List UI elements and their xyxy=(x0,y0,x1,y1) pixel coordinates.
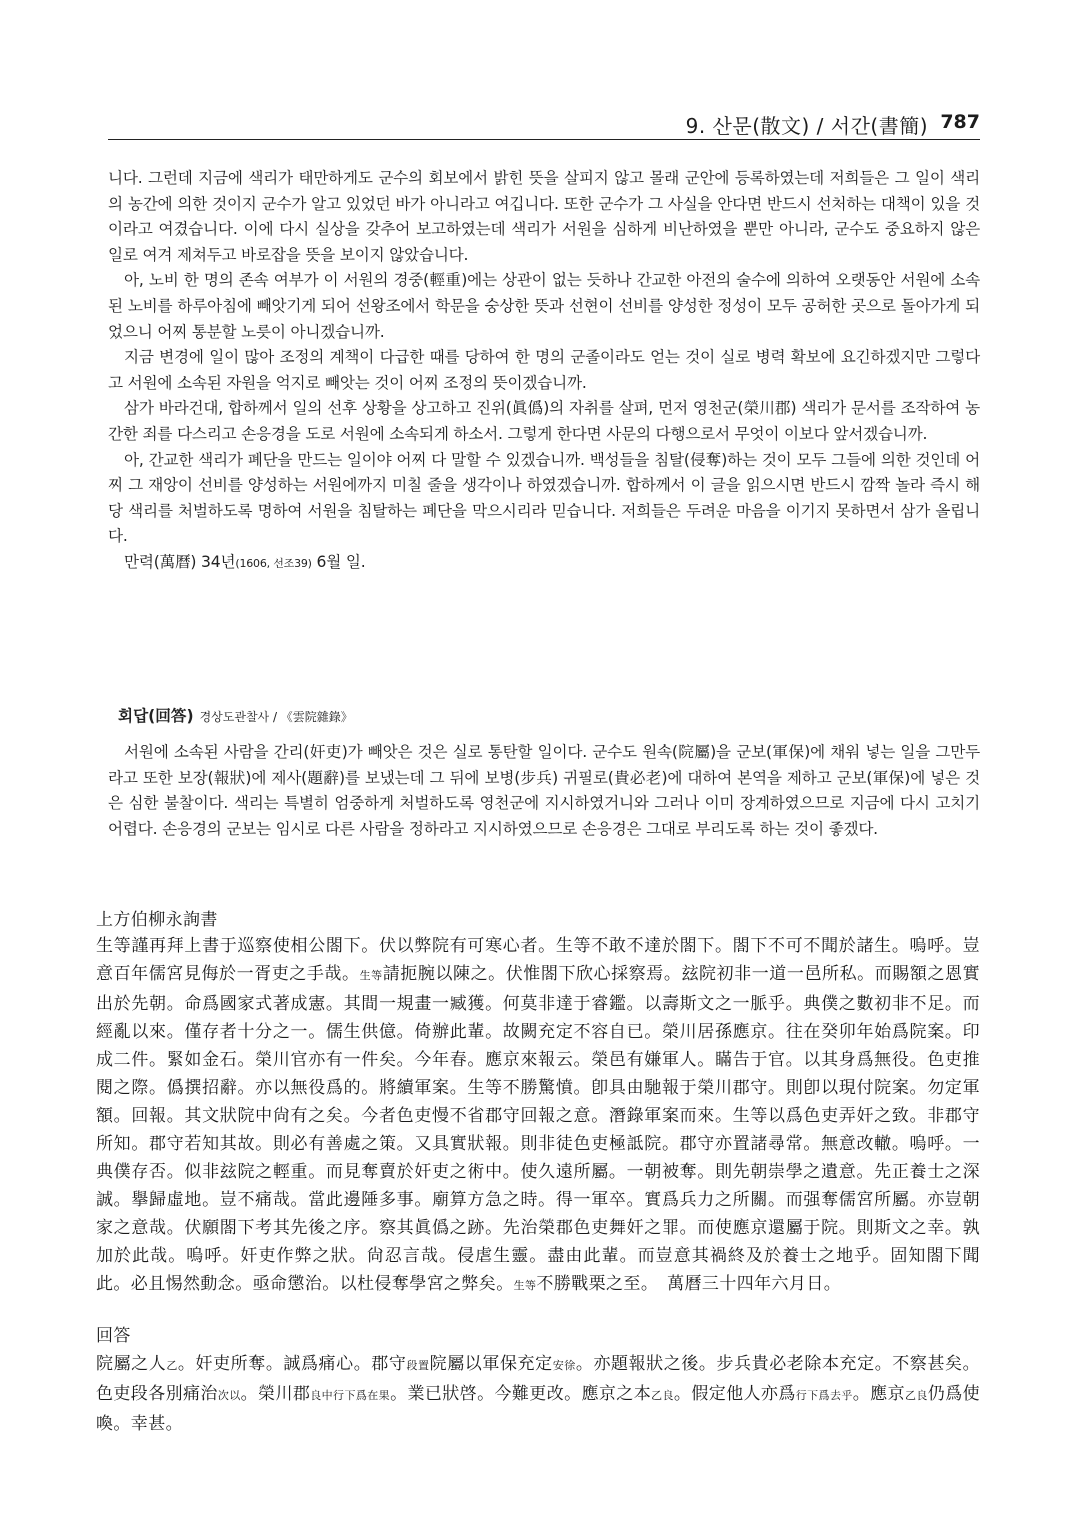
hanmun-reply-label xyxy=(96,1322,980,1350)
korean-reply-translation xyxy=(108,740,980,842)
reply-heading-source: 경상도관찰사 / 《雲院雜錄》 xyxy=(199,710,353,724)
hanmun-small-note: 生等 xyxy=(359,969,383,982)
hanmun-text: 。假定他人亦爲 xyxy=(673,1384,796,1404)
paragraph: 아, 노비 한 명의 존속 여부가 이 서원의 경중(輕重)에는 상관이 없는 듯하나 간교한 아전의 술수에 의하여 오랫동안 서원에 소속된 노비를 하루아침에 빼앗기게 되어 선왕조에서 학문을 숭상한 뜻과 선현이 선비를 양성한 정성이 모두 공허한 곳으로 돌아가게 되었으니 어찌 통분할 노릇이 아니겠습니까. xyxy=(108,271,980,341)
hanmun-text: 請扼腕以陳之。伏惟閤下欣心採察焉。玆院初非一道一邑所私。而賜額之恩實出於先朝。命爲國家式著成憲。其間一規畫一臧獲。何莫非達于睿鑑。以壽斯文之一脈乎。典僕之數初非不足。而經亂以來。僅存者十分之一。儒生供億。倚辦此輩。故闕充定不容自已。榮川居孫應京。往在癸卯年始爲院案。印成二件。緊如金石。榮川官亦有一件矣。今年春。應京來報云。榮邑有嫌軍人。瞞告于官。以其身爲無役。色吏推閱之際。僞撰招辭。亦以無役爲的。將續軍案。生等不勝驚憤。卽具由馳報于榮川郡守。則卽以現付院案。勿定軍額。回報。其文狀院中尙有之矣。今者色吏慢不省郡守回報之意。潛錄軍案而來。生等以爲色吏弄奸之致。非郡守所知。郡守若知其故。則必有善處之策。又具實狀報。則非徒色吏極詆院。郡守亦置諸尋常。無意改轍。嗚呼。一典僕存否。似非玆院之輕重。而見奪賣於奸吏之術中。使久遠所屬。一朝被奪。則先朝崇學之遺意。先正養士之深誠。擧歸虛地。豈不痛哉。當此邊陲多事。廟算方急之時。得一軍卒。實爲兵力之所關。而强奪儒宮所屬。亦豈朝家之意哉。伏願閤下考其先後之序。察其眞僞之跡。先治榮郡色吏舞奸之罪。而使應京還屬于院。則斯文之幸。孰加於此哉。嗚呼。奸吏作弊之狀。尙忍言哉。侵虐生靈。盡由此輩。而豈意其禍終及於養士之地乎。固知閤下聞此。必且惕然動念。亟命懲治。以杜侵奪學宮之弊矣。 xyxy=(96,964,980,1294)
hanmun-text: 生等謹再拜上書于巡察使相公閤下。伏以弊院有可寒心者。生等不敢不達於閤下。閤下不可不聞於諸生。嗚呼。豈意百年儒宮見侮於一胥吏之手哉。 xyxy=(96,936,980,984)
hanmun-text: 不勝戰栗之至。 萬曆三十四年六月日。 xyxy=(536,1274,842,1294)
hanmun-small-note: 生等 xyxy=(513,1279,537,1292)
hanmun-text: 。榮川郡 xyxy=(240,1384,311,1404)
hanmun-text: 。應京 xyxy=(852,1384,905,1404)
hanmun-reply-label-text: 回答 xyxy=(96,1326,131,1346)
date-main: 만력(萬曆) 34년 xyxy=(124,552,236,571)
hanmun-text: 。奸吏所奪。誠爲痛心。郡守 xyxy=(177,1354,407,1374)
running-header xyxy=(108,108,980,142)
header-rule xyxy=(108,139,980,140)
paragraph: 니다. 그런데 지금에 색리가 태만하게도 군수의 회보에서 밝힌 뜻을 살피지 않고 몰래 군안에 등록하였는데 저희들은 그 일이 색리의 농간에 의한 것이지 군수가 알고 있었던 바가 아니라고 여깁니다. 또한 군수가 그 사실을 안다면 반드시 선처하는 대책이 있을 것이라고 여겼습니다. 이에 다시 실상을 갖추어 보고하였는데 색리가 서원을 심하게 비난하였을 뿐만 아니라, 군수도 중요하지 않은 일로 여겨 제쳐두고 바로잡을 뜻을 보이지 않았습니다. xyxy=(108,169,980,264)
hanmun-letter-text xyxy=(96,932,980,1300)
paragraph: 삼가 바라건대, 합하께서 일의 선후 상황을 상고하고 진위(眞僞)의 자취를 살펴, 먼저 영천군(榮川郡) 색리가 문서를 조작하여 농간한 죄를 다스리고 손응경을 도로 서원에 소속되게 하소서. 그렇게 한다면 사문의 다행으로서 무엇이 이보다 앞서겠습니까. xyxy=(108,399,980,443)
reply-heading xyxy=(118,704,353,726)
paragraph: 서원에 소속된 사람을 간리(奸吏)가 빼앗은 것은 실로 통탄할 일이다. 군수도 원속(院屬)을 군보(軍保)에 채워 넣는 일을 그만두라고 또한 보장(報狀)에 제사(題辭)를 보냈는데 그 뒤에 보병(步兵) 귀필로(貴必老)에 대하여 본역을 제하고 군보(軍保)에 넣은 것은 심한 불찰이다. 색리는 특별히 엄중하게 처벌하도록 영천군에 지시하였거니와 그러나 이미 장계하였으므로 지금에 다시 고치기 어렵다. 손응경의 군보는 임시로 다른 사람을 정하라고 지시하였으므로 손응경은 그대로 부리도록 하는 것이 좋겠다. xyxy=(108,743,980,838)
hanmun-reply-text xyxy=(96,1350,980,1438)
paragraph: 아, 간교한 색리가 폐단을 만드는 일이야 어찌 다 말할 수 있겠습니까. 백성들을 침탈(侵奪)하는 것이 모두 그들에 의한 것인데 어찌 그 재앙이 선비를 양성하는 서원에까지 미칠 줄을 생각이나 하였겠습니까. 합하께서 이 글을 읽으시면 반드시 깜짝 놀라 즉시 해당 색리를 처벌하도록 명하여 서원을 침탈하는 폐단을 막으시리라 믿습니다. 저희들은 두려운 마음을 이기지 못하면서 삼가 올립니다. xyxy=(108,450,980,546)
idu-note: 行下爲去乎 xyxy=(795,1389,853,1402)
idu-note: 安徐 xyxy=(552,1359,576,1372)
hanmun-text: 。業已狀啓。今難更改。應京之本 xyxy=(390,1384,652,1404)
hanmun-title-text: 上方伯柳永詢書 xyxy=(96,910,218,930)
korean-letter-translation xyxy=(108,166,980,577)
idu-note: 乙良 xyxy=(651,1389,674,1402)
hanmun-text: 院屬之人 xyxy=(96,1354,167,1374)
hanmun-reply xyxy=(96,1350,980,1438)
idu-note: 次以 xyxy=(217,1389,241,1402)
idu-note: 段置 xyxy=(406,1359,430,1372)
hanmun-text: 。亦題報狀之後。步兵貴必老除本充定。不察甚矣。色吏段各別痛治 xyxy=(96,1354,981,1404)
date-tail: 6월 일. xyxy=(311,552,366,571)
idu-note: 乙 xyxy=(166,1359,178,1372)
page-number: 787 xyxy=(940,111,980,133)
hanmun-title xyxy=(96,906,980,934)
date-annotation: (1606, 선조39) xyxy=(235,556,312,570)
hanmun-text: 院屬以軍保充定 xyxy=(429,1354,553,1374)
reply-heading-label: 회답(回答) xyxy=(118,707,194,725)
paragraph: 지금 변경에 일이 많아 조정의 계책이 다급한 때를 당하여 한 명의 군졸이라도 얻는 것이 실로 병력 확보에 요긴하겠지만 그렇다고 서원에 소속된 자원을 억지로 빼앗는 것이 어찌 조정의 뜻이겠습니까. xyxy=(108,348,980,392)
hanmun-text: 仍爲使喚。幸甚。 xyxy=(96,1384,981,1434)
hanmun-letter xyxy=(96,932,980,1300)
idu-note: 良中行下爲在果 xyxy=(310,1389,391,1402)
letter-date xyxy=(108,550,980,577)
section-title: 9. 산문(散文) / 서간(書簡) xyxy=(685,114,928,138)
idu-note: 乙良 xyxy=(904,1389,928,1402)
